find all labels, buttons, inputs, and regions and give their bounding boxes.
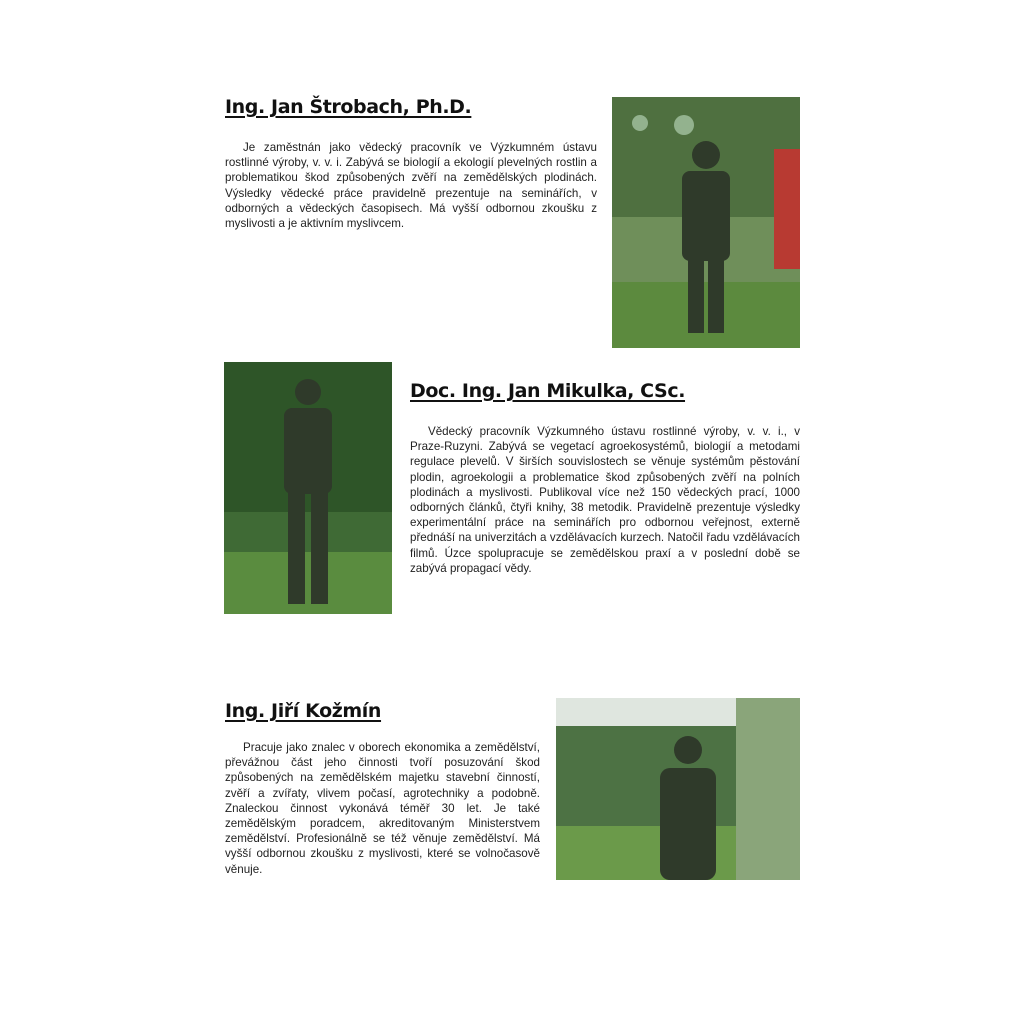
profile-bio: Pracuje jako znalec v oborech ekonomika a zemědělství, převážnou část jeho činnosti tvoří posuzování škod způsobených na zemědělském majetku stavební činností, zvěří a zvířaty, vlivem počasí, agrotechniky a podobně. Znaleckou činnost vykonává téměř 30 let. Je také zemědělským poradcem, akreditovaným Ministerstvem zemědělství. Profesionálně se též věnuje zemědělství. Má vyšší odbornou zkoušku z myslivosti, které se volnočasově věnuje. — [225, 741, 540, 876]
photo-placeholder-icon — [612, 97, 800, 348]
profile-name: Ing. Jan Štrobach, Ph.D. — [225, 96, 472, 118]
profile-mikulka — [0, 360, 1024, 640]
profile-photo — [612, 97, 800, 348]
profile-name: Doc. Ing. Jan Mikulka, CSc. — [410, 380, 686, 402]
profile-bio: Je zaměstnán jako vědecký pracovník ve Výzkumném ústavu rostlinné výroby, v. v. i. Zabývá se biologií a ekologií plevelných rostlin a problematikou škod způsobených zvěří na zemědělských plodinách. Výsledky vědecké práce pravidelně prezentuje na seminářích, v odborných a vědeckých časopisech. Má vyšší odbornou zkoušku z myslivosti a je aktivním myslivcem. — [225, 141, 597, 231]
photo-placeholder-icon — [224, 362, 392, 614]
profile-photo — [556, 698, 800, 880]
photo-placeholder-icon — [556, 698, 800, 880]
profile-kozmin — [0, 690, 1024, 920]
profile-photo — [224, 362, 392, 614]
profile-name: Ing. Jiří Kožmín — [225, 700, 382, 722]
profile-strobach — [0, 0, 1024, 360]
profile-bio: Vědecký pracovník Výzkumného ústavu rostlinné výroby, v. v. i., v Praze-Ruzyni. Zabývá se vegetací agroekosystémů, biologií a metodami regulace plevelů. V širších souvislostech se věnuje systémům pěstování plodin, agroekologii a problematice škod způsobených zvěří na polních plodinách a myslivosti. Publikoval více než 150 vědeckých prací, 1000 odborných článků, čtyři knihy, 38 metodik. Pravidelně prezentuje výsledky experimentální práce na seminářích pro odbornou veřejnost, externě přednáší na univerzitách a vzdělávacích kurzech. Natočil řadu vzdělávacích filmů. Úzce spolupracuje se zemědělskou praxí a v poslední době se zabývá propagací vědy. — [410, 425, 800, 575]
